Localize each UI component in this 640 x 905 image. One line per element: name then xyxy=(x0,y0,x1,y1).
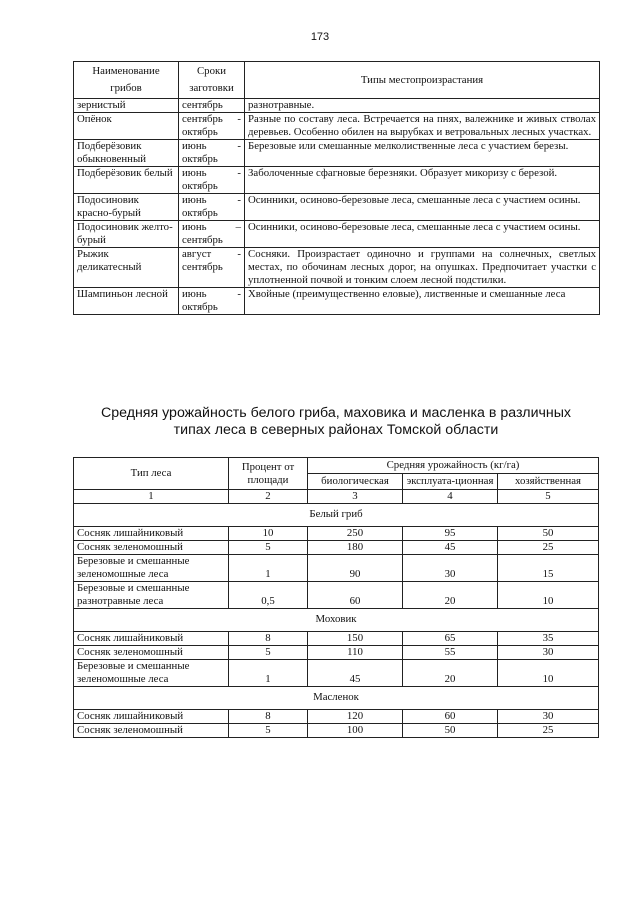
percent-cell: 1 xyxy=(229,660,308,687)
exploitable-yield-cell: 55 xyxy=(403,646,498,660)
harvest-period-cell: июнь - октябрь xyxy=(179,194,245,221)
harvest-period-cell: июнь – сентябрь xyxy=(179,221,245,248)
column-index-cell: 2 xyxy=(229,490,308,504)
harvest-period-cell: сентябрь xyxy=(179,99,245,113)
biological-yield-cell: 100 xyxy=(308,724,403,738)
forest-type-cell: Сосняк лишайниковый xyxy=(74,710,229,724)
forest-type-cell: Сосняк зеленомошный xyxy=(74,646,229,660)
section-row xyxy=(74,687,599,710)
page-number: 173 xyxy=(310,31,330,43)
header-forest-type: Тип леса xyxy=(74,458,229,490)
habitat-cell: Осинники, осиново-березовые леса, смешанные леса с участием осины. xyxy=(245,221,600,248)
header-name-line1: Наименование xyxy=(92,65,160,77)
exploitable-yield-cell: 60 xyxy=(403,710,498,724)
header-period-line1: Сроки xyxy=(196,65,227,77)
table-row xyxy=(74,555,599,582)
table-row xyxy=(74,541,599,555)
heading-line1: Средняя урожайность белого гриба, маховика и масленка в различных xyxy=(100,405,572,421)
exploitable-yield-cell: 50 xyxy=(403,724,498,738)
biological-yield-cell: 90 xyxy=(308,555,403,582)
percent-cell: 5 xyxy=(229,646,308,660)
mushroom-name-cell: Шампиньон лесной xyxy=(74,288,179,315)
forest-type-cell: Сосняк зеленомошный xyxy=(74,541,229,555)
heading-line2: типах леса в северных районах Томской области xyxy=(173,422,499,438)
forest-type-cell: Березовые и смешанные зеленомошные леса xyxy=(74,555,229,582)
header-exploitable: эксплуата-ционная xyxy=(403,474,498,490)
exploitable-yield-cell: 30 xyxy=(403,555,498,582)
table-row xyxy=(74,646,599,660)
table-row xyxy=(74,167,600,194)
economic-yield-cell: 15 xyxy=(498,555,599,582)
mushroom-name-cell: Подосиновик красно-бурый xyxy=(74,194,179,221)
column-index-row xyxy=(74,490,599,504)
economic-yield-cell: 10 xyxy=(498,660,599,687)
economic-yield-cell: 35 xyxy=(498,632,599,646)
forest-type-cell: Сосняк лишайниковый xyxy=(74,527,229,541)
section-title: Моховик xyxy=(74,609,599,632)
forest-type-cell: Березовые и смешанные разнотравные леса xyxy=(74,582,229,609)
percent-cell: 1 xyxy=(229,555,308,582)
table-row xyxy=(74,140,600,167)
biological-yield-cell: 120 xyxy=(308,710,403,724)
table-row xyxy=(74,194,600,221)
mushroom-habitat-table xyxy=(73,61,600,315)
economic-yield-cell: 25 xyxy=(498,541,599,555)
section-title: Масленок xyxy=(74,687,599,710)
biological-yield-cell: 180 xyxy=(308,541,403,555)
table-row xyxy=(74,527,599,541)
exploitable-yield-cell: 20 xyxy=(403,582,498,609)
economic-yield-cell: 10 xyxy=(498,582,599,609)
habitat-cell: Осинники, осиново-березовые леса, смешанные леса с участием осины. xyxy=(245,194,600,221)
exploitable-yield-cell: 65 xyxy=(403,632,498,646)
percent-cell: 8 xyxy=(229,632,308,646)
header-name-line2: грибов xyxy=(110,82,142,94)
economic-yield-cell: 25 xyxy=(498,724,599,738)
header-mushroom-name xyxy=(74,62,179,99)
harvest-period-cell: июнь - октябрь xyxy=(179,167,245,194)
biological-yield-cell: 250 xyxy=(308,527,403,541)
header-average-yield: Средняя урожайность (кг/га) xyxy=(308,458,599,474)
table-row xyxy=(74,221,600,248)
exploitable-yield-cell: 45 xyxy=(403,541,498,555)
yield-table xyxy=(73,457,599,738)
section-title: Белый гриб xyxy=(74,504,599,527)
percent-cell: 0,5 xyxy=(229,582,308,609)
header-biological: биологическая xyxy=(308,474,403,490)
column-index-cell: 1 xyxy=(74,490,229,504)
percent-cell: 8 xyxy=(229,710,308,724)
mushroom-name-cell: зернистый xyxy=(74,99,179,113)
header-harvest-period xyxy=(179,62,245,99)
harvest-period-cell: июнь - октябрь xyxy=(179,288,245,315)
table-row xyxy=(74,582,599,609)
mushroom-name-cell: Рыжик деликатесный xyxy=(74,248,179,288)
section-row xyxy=(74,504,599,527)
table-row xyxy=(74,113,600,140)
table2-body xyxy=(74,490,599,738)
economic-yield-cell: 30 xyxy=(498,710,599,724)
table-row xyxy=(74,724,599,738)
forest-type-cell: Сосняк лишайниковый xyxy=(74,632,229,646)
harvest-period-cell: август - сентябрь xyxy=(179,248,245,288)
table-row xyxy=(74,710,599,724)
harvest-period-cell: июнь - октябрь xyxy=(179,140,245,167)
forest-type-cell: Березовые и смешанные зеленомошные леса xyxy=(74,660,229,687)
habitat-cell: Разные по составу леса. Встречается на пнях, валежнике и живых стволах деревьев. Особенно обилен на вырубках и ветровальных лесных участках. xyxy=(245,113,600,140)
header-habitat-types: Типы местопроизрастания xyxy=(245,62,600,99)
percent-cell: 5 xyxy=(229,724,308,738)
section-row xyxy=(74,609,599,632)
habitat-cell: Хвойные (преимущественно еловые), лиственные и смешанные леса xyxy=(245,288,600,315)
table-row xyxy=(74,632,599,646)
biological-yield-cell: 150 xyxy=(308,632,403,646)
exploitable-yield-cell: 20 xyxy=(403,660,498,687)
mushroom-name-cell: Подосиновик желто-бурый xyxy=(74,221,179,248)
column-index-cell: 5 xyxy=(498,490,599,504)
biological-yield-cell: 110 xyxy=(308,646,403,660)
habitat-cell: Березовые или смешанные мелколиственные леса с участием березы. xyxy=(245,140,600,167)
percent-cell: 10 xyxy=(229,527,308,541)
table1-body xyxy=(74,99,600,315)
economic-yield-cell: 30 xyxy=(498,646,599,660)
mushroom-name-cell: Подберёзовик белый xyxy=(74,167,179,194)
forest-type-cell: Сосняк зеленомошный xyxy=(74,724,229,738)
mushroom-name-cell: Подберёзовик обыкновенный xyxy=(74,140,179,167)
table2-header-row-1 xyxy=(74,458,599,474)
habitat-cell: Сосняки. Произрастает одиночно и группами на солнечных, светлых местах, по обочинам лесных дорог, на опушках. Предпочитает участки с уплотненной почвой и тонким слоем лесной подстилки. xyxy=(245,248,600,288)
header-economic: хозяйственная xyxy=(498,474,599,490)
habitat-cell: разнотравные. xyxy=(245,99,600,113)
table1-header-row xyxy=(74,62,600,99)
habitat-cell: Заболоченные сфагновые березняки. Образует микоризу с березой. xyxy=(245,167,600,194)
table-row xyxy=(74,288,600,315)
table-row xyxy=(74,99,600,113)
table-row xyxy=(74,660,599,687)
column-index-cell: 3 xyxy=(308,490,403,504)
biological-yield-cell: 45 xyxy=(308,660,403,687)
header-period-line2: заготовки xyxy=(189,82,234,94)
column-index-cell: 4 xyxy=(403,490,498,504)
harvest-period-cell: сентябрь - октябрь xyxy=(179,113,245,140)
biological-yield-cell: 60 xyxy=(308,582,403,609)
exploitable-yield-cell: 95 xyxy=(403,527,498,541)
header-percent-area: Процент от площади xyxy=(229,458,308,490)
percent-cell: 5 xyxy=(229,541,308,555)
economic-yield-cell: 50 xyxy=(498,527,599,541)
mushroom-name-cell: Опёнок xyxy=(74,113,179,140)
table-row xyxy=(74,248,600,288)
table2-heading xyxy=(60,405,612,439)
